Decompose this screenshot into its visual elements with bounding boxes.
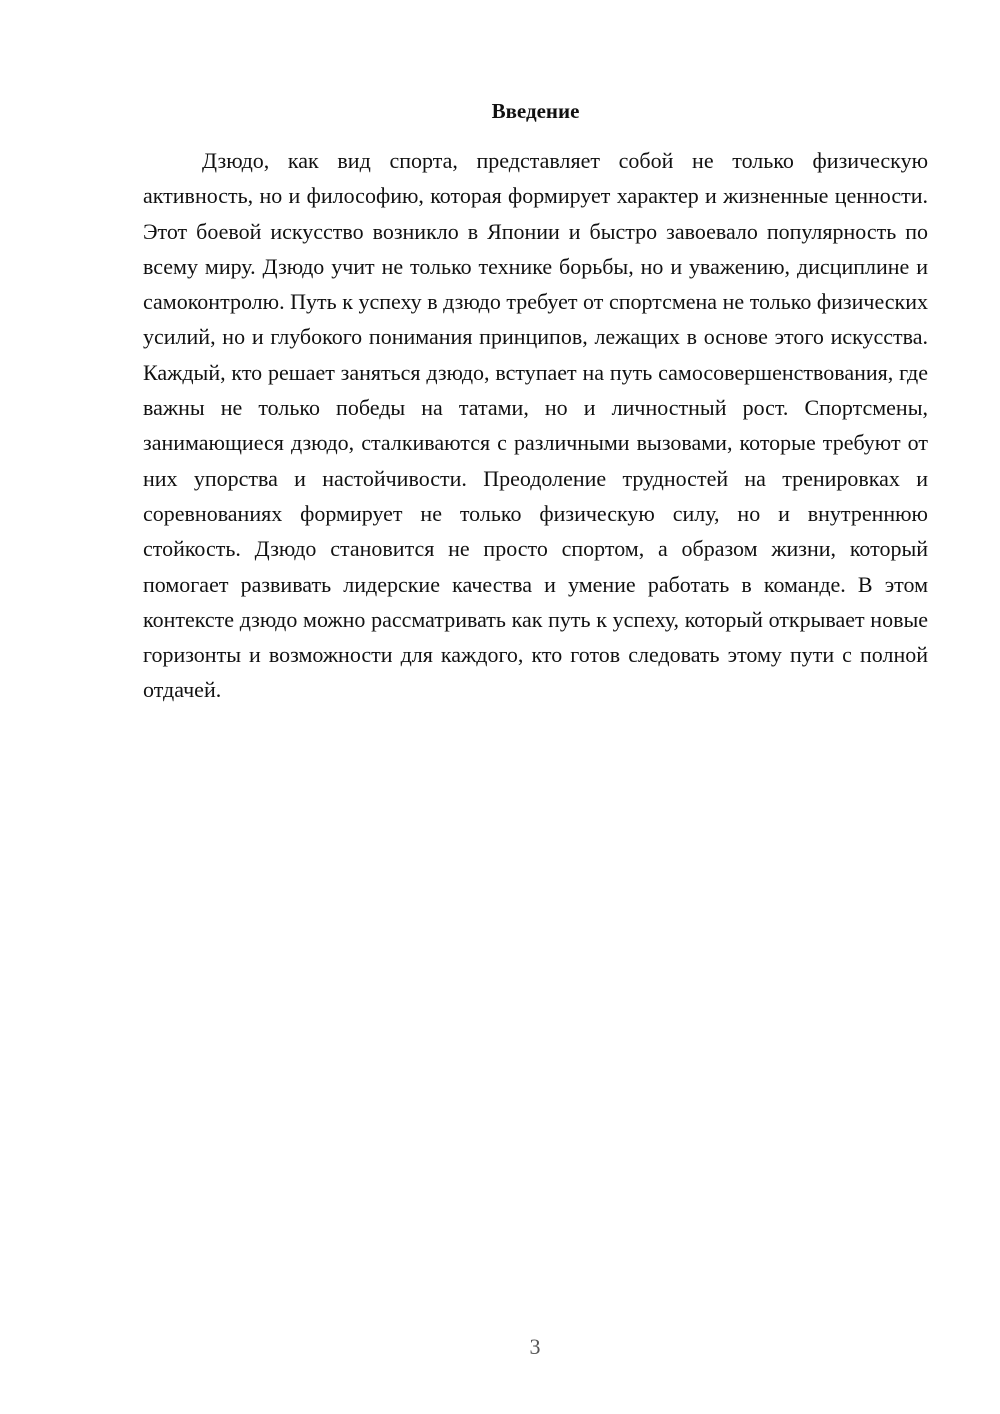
body-paragraph: Дзюдо, как вид спорта, представляет собой не только физическую активность, но и философию, которая формирует характер и жизненные ценности. Этот боевой искусство возникло в Японии и быстро завоевало популярность по всему миру. Дзюдо учит не только технике борьбы, но и уважению, дисциплине и самоконтролю. Путь к успеху в дзюдо требует от спортсмена не только физических усилий, но и глубокого понимания принципов, лежащих в основе этого искусства. Каждый, кто решает заняться дзюдо, вступает на путь самосовершенствования, где важны не только победы на татами, но и личностный рост. Спортсмены, занимающиеся дзюдо, сталкиваются с различными вызовами, которые требуют от них упорства и настойчивости. Преодоление трудностей на тренировках и соревнованиях формирует не только физическую силу, но и внутреннюю стойкость. Дзюдо становится не просто спортом, а образом жизни, который помогает развивать лидерские качества и умение работать в команде. В этом контексте дзюдо можно рассматривать как путь к успеху, который открывает новые горизонты и возможности для каждого, кто готов следовать этому пути с полной отдачей. [143, 148, 928, 703]
section-heading: Введение [491, 99, 580, 123]
page-number: 3 [529, 1334, 541, 1359]
